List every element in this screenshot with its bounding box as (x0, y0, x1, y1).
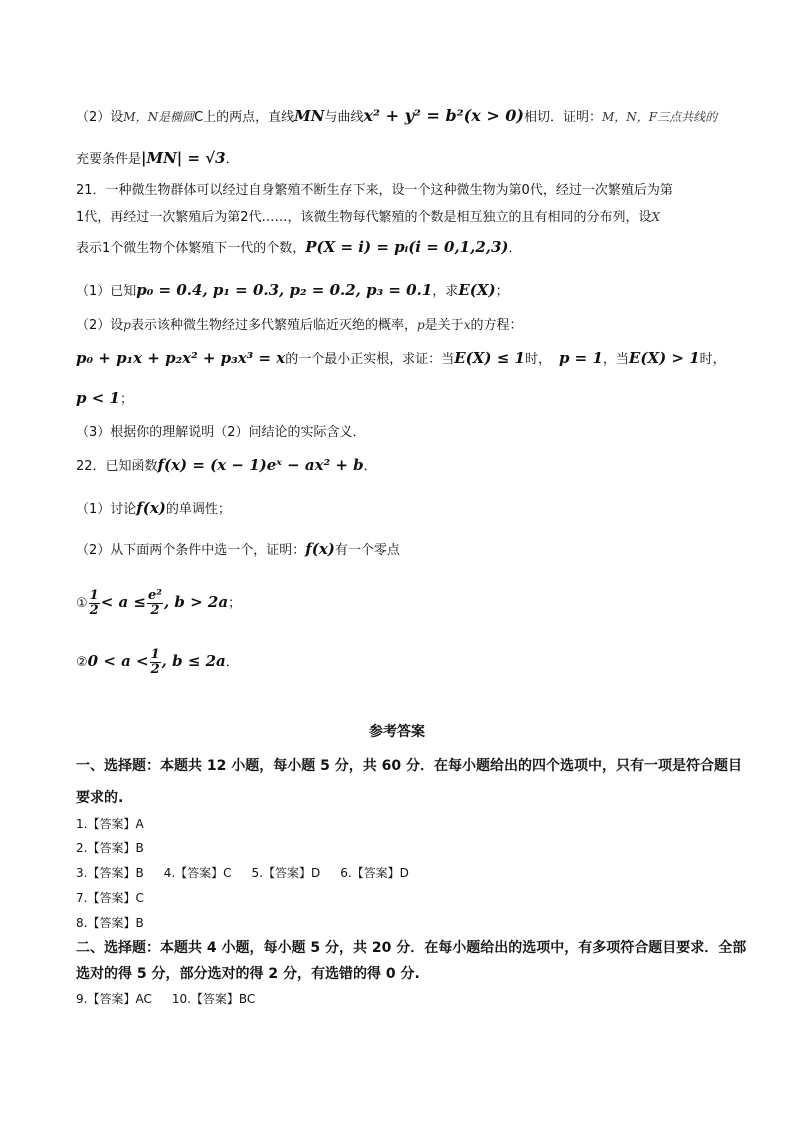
numerator: 1 (89, 588, 99, 603)
text: ； (228, 596, 242, 611)
text: （2）设 (76, 318, 124, 333)
answer-row-3-6 (76, 863, 409, 883)
text: （1）已知 (76, 284, 137, 299)
text: 的单调性； (165, 502, 231, 517)
q21-part2-line1 (76, 315, 522, 336)
answer-1: 1.【答案】A (76, 817, 144, 831)
math: |MN| = √3 (141, 149, 226, 167)
math: X (651, 210, 661, 224)
math: MN (294, 107, 325, 125)
answer-5: 5.【答案】D (251, 866, 321, 880)
text: 与曲线 (324, 110, 364, 125)
text: （1）讨论 (76, 502, 137, 517)
q20-part2-line2 (76, 148, 239, 170)
text: 有一个零点 (334, 543, 400, 558)
answer-8: 8.【答案】B (76, 916, 144, 930)
fraction-e-squared-half (147, 589, 163, 618)
answers-section1-line1: 一、选择题：本题共 12 小题，每小题 5 分，共 60 分．在每小题给出的四个选项中，只有一项是符合题目 (76, 758, 742, 774)
denominator: 2 (150, 603, 160, 618)
math: p (416, 318, 425, 332)
q21-line2 (76, 207, 660, 228)
answer-row-9-10 (76, 989, 255, 1009)
answer-7: 7.【答案】C (76, 891, 144, 905)
q20-part2-line1 (76, 106, 717, 128)
text: （2）从下面两个条件中选一个，证明： (76, 543, 306, 558)
text: 时， (699, 352, 726, 367)
answers-title: 参考答案 (369, 724, 425, 740)
answers-section2-line2: 选对的得 5 分，部分选对的得 2 分，有选错的得 0 分. (76, 966, 420, 982)
math: f(x) = (x − 1)eˣ − ax² + b (157, 456, 364, 474)
text: 是关于 (424, 318, 464, 333)
q22-part1 (76, 498, 231, 520)
math: E(X) (458, 281, 496, 299)
answers-section2-line1: 二、选择题：本题共 4 小题，每小题 5 分，共 20 分．在每小题给出的选项中，有多项符合题目要求．全部 (76, 940, 747, 956)
answer-6: 6.【答案】D (340, 866, 409, 880)
text: 时， (524, 352, 551, 367)
answer-10: 10.【答案】BC (171, 992, 256, 1006)
answer-4: 4.【答案】C (163, 866, 232, 880)
text: M，N，F三点共线的 (602, 110, 718, 124)
math: x² + y² = b²(x > 0) (363, 106, 524, 125)
text: ． (508, 241, 522, 256)
math: p₀ + p₁x + p₂x² + p₃x³ = x (76, 349, 286, 367)
q21-part2-line2 (76, 348, 726, 370)
answer-9: 9.【答案】AC (76, 992, 152, 1006)
math: p (123, 318, 131, 332)
text: ． (225, 152, 239, 167)
text: 1代，再经过一次繁殖后为第2代……，该微生物每代繁殖的个数是相互独立的且有相同的分布列，设 (76, 210, 652, 225)
denominator: 2 (150, 662, 160, 677)
denominator: 2 (89, 603, 99, 618)
text: ，求 (432, 284, 459, 299)
numerator: e² (148, 588, 162, 603)
q21-part2-line3 (76, 388, 133, 410)
math: < a ≤ (100, 593, 147, 611)
answer-3: 3.【答案】B (76, 866, 144, 880)
text: M，N是椭圆 (123, 110, 195, 124)
math: E(X) ≤ 1 (454, 349, 525, 367)
fraction-one-half (89, 589, 100, 618)
q21-part3: （3）根据你的理解说明（2）问结论的实际含义． (76, 425, 366, 440)
q22-line1 (76, 455, 377, 477)
math: P(X = i) = pᵢ(i = 0,1,2,3) (305, 238, 509, 256)
math: E(X) > 1 (628, 349, 700, 367)
q21-part1 (76, 280, 509, 302)
text: 的方程： (470, 318, 523, 333)
answers-section1-line2: 要求的. (76, 790, 124, 806)
text: 相切．证明： (524, 110, 603, 125)
math: , b ≤ 2a (161, 652, 226, 670)
math: p₀ = 0.4, p₁ = 0.3, p₂ = 0.2, p₃ = 0.1 (136, 281, 433, 299)
math: , b > 2a (163, 593, 229, 611)
text: （2）设 (76, 110, 124, 125)
math: x (463, 318, 471, 332)
math: f(x) (305, 540, 335, 558)
math: p = 1 (558, 349, 603, 367)
circle-one-mark: ① (76, 596, 88, 611)
text: 充要条件是 (76, 152, 142, 167)
q21-line1: 21．一种微生物群体可以经过自身繁殖不断生存下来，设一个这种微生物为第0代，经过一次繁殖后为第 (76, 183, 673, 198)
q22-option2 (76, 643, 239, 681)
text: 22．已知函数 (76, 459, 158, 474)
text: ； (119, 392, 133, 407)
q22-option1 (76, 584, 241, 622)
q22-part2 (76, 539, 400, 561)
fraction-one-half (150, 648, 161, 677)
text: C上的两点，直线 (194, 110, 295, 125)
text: ； (495, 284, 509, 299)
numerator: 1 (150, 647, 160, 662)
text: 表示1个微生物个体繁殖下一代的个数， (76, 241, 306, 256)
text: 表示该种微生物经过多代繁殖后临近灭绝的概率， (130, 318, 417, 333)
text: ． (225, 655, 239, 670)
circle-two-mark: ② (76, 655, 88, 670)
text: ，当 (602, 352, 629, 367)
text: 的一个最小正实根，求证：当 (285, 352, 455, 367)
q21-line3 (76, 237, 522, 259)
text: ． (363, 459, 377, 474)
math: 0 < a < (87, 652, 149, 670)
math: f(x) (136, 499, 166, 517)
math: p < 1 (76, 389, 120, 407)
answer-2: 2.【答案】B (76, 841, 144, 855)
